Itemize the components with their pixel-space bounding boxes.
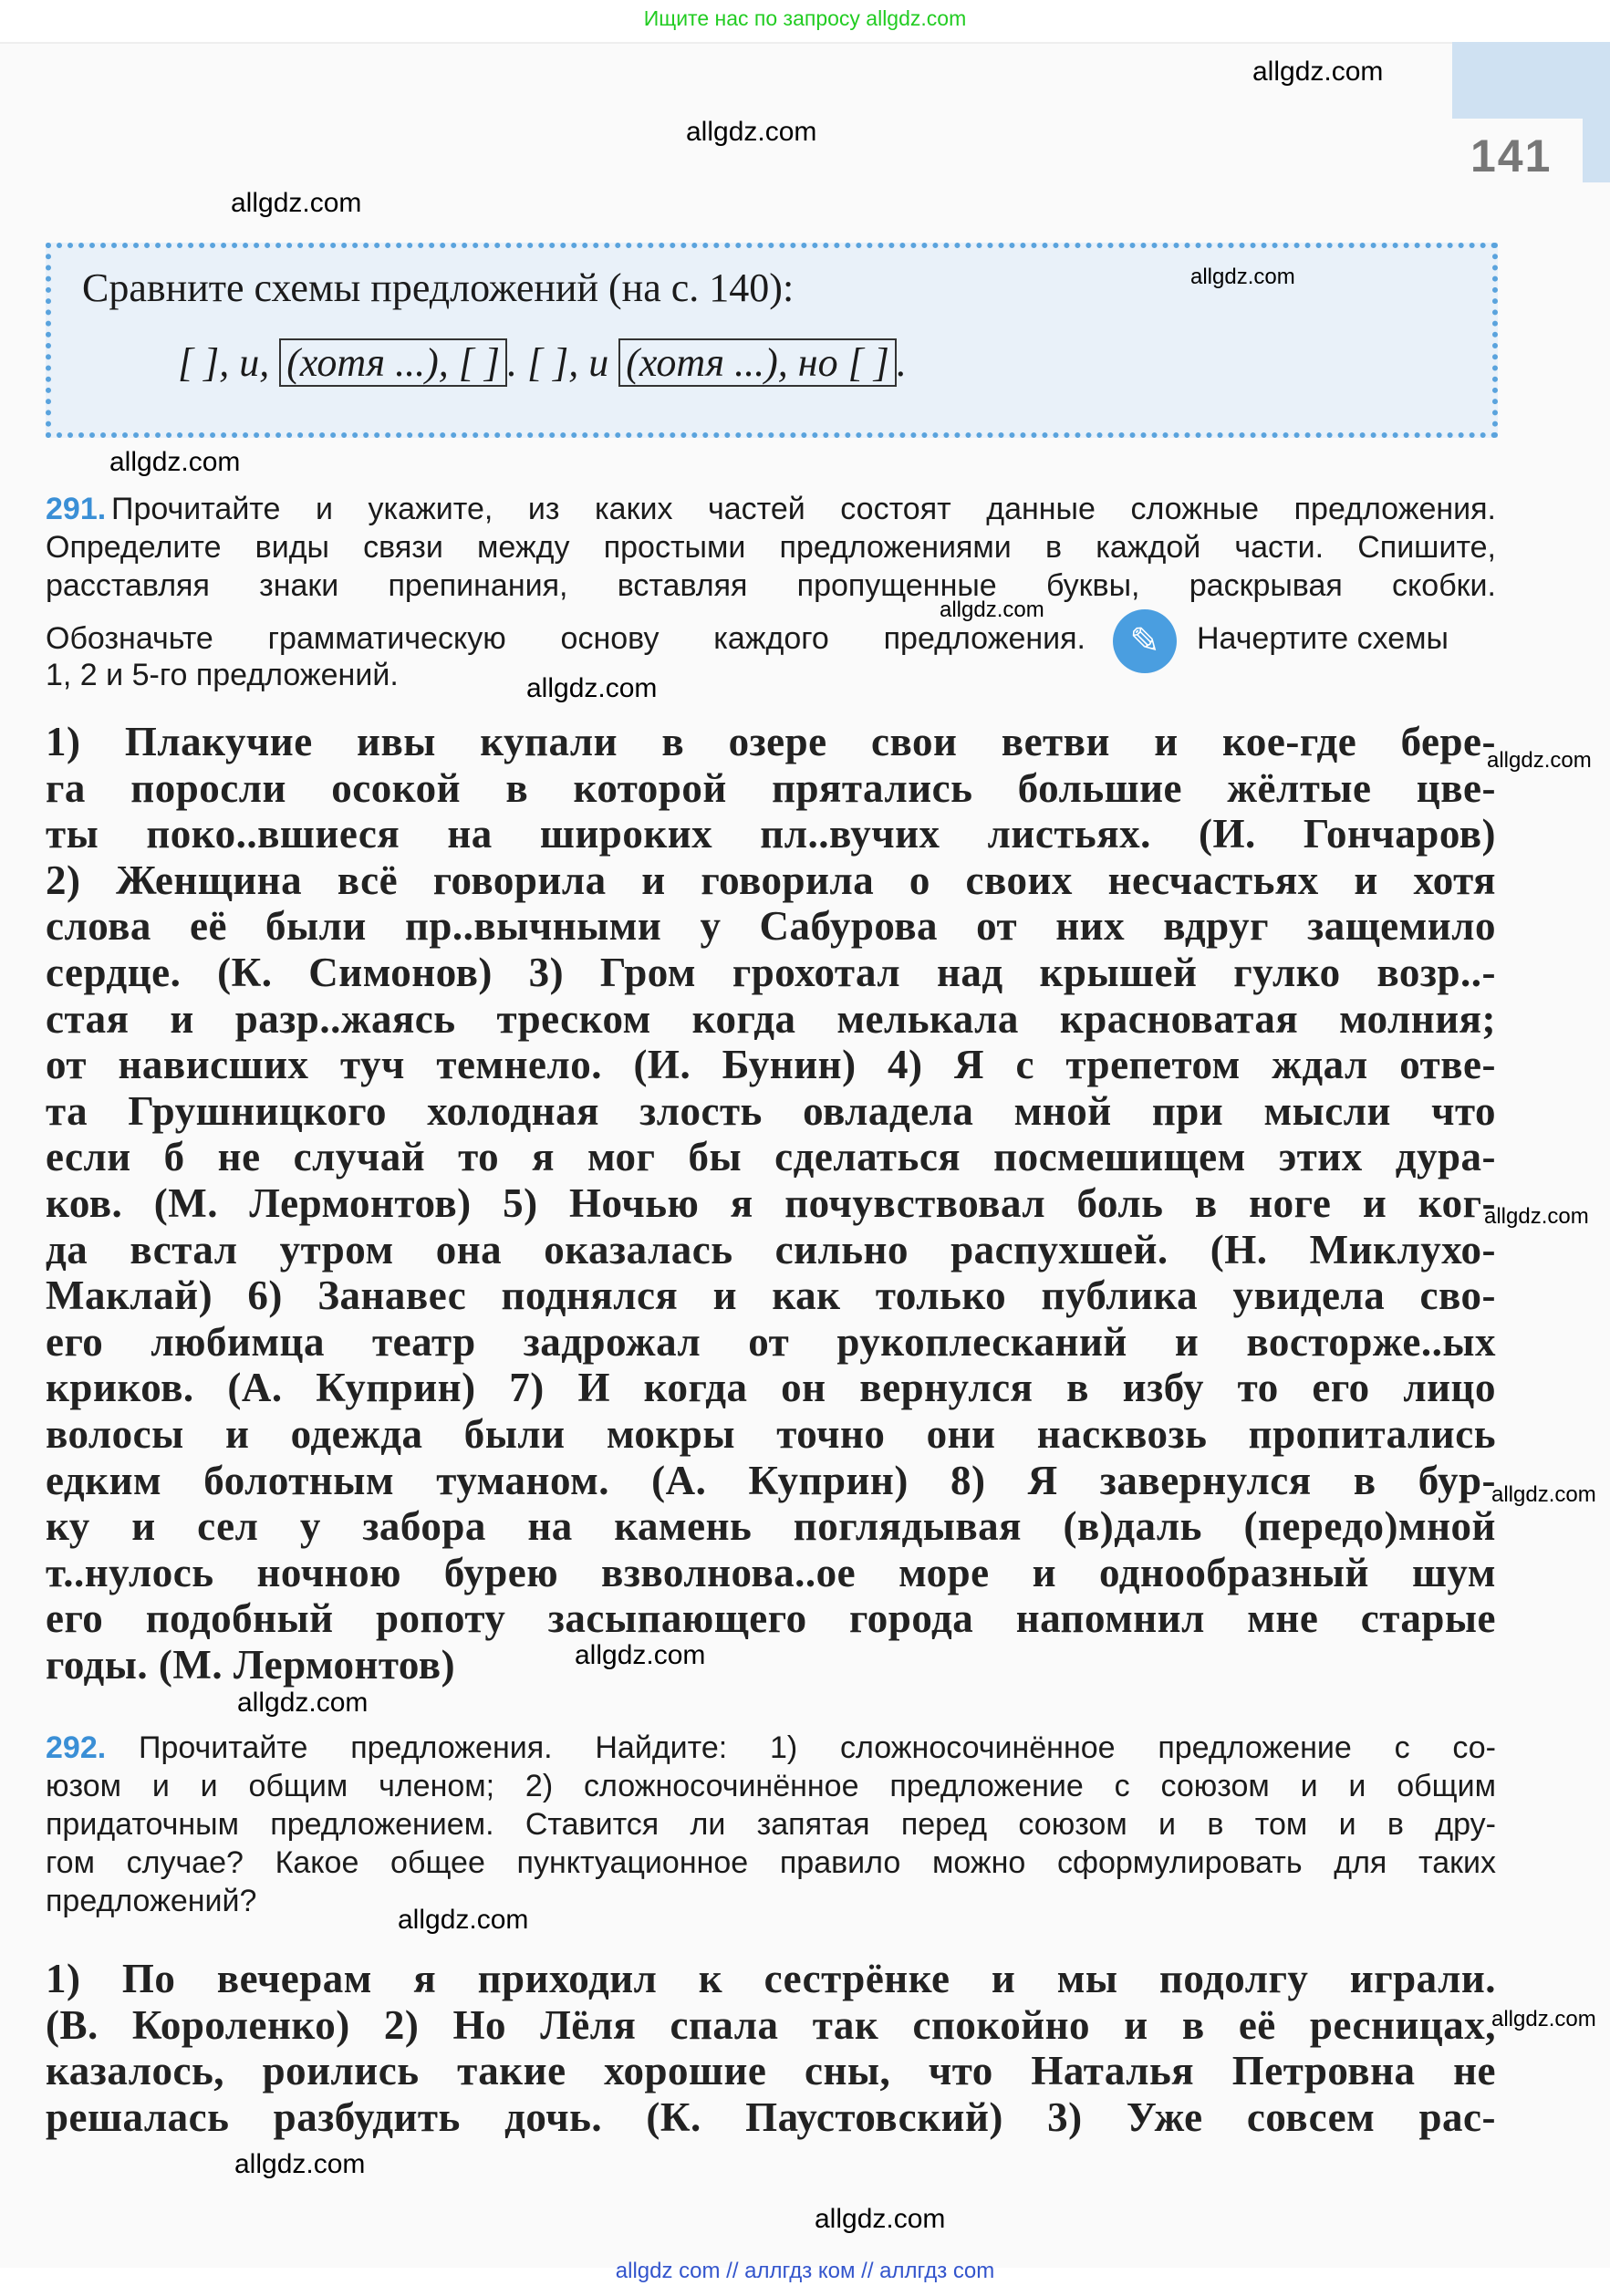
exercise-text-line: 1) Плакучие ивы купали в озере свои ветви и кое-где бере- [46,719,1496,764]
exercise-text-line: Маклай) 6) Занавес поднялся и как только публика увидела сво- [46,1273,1496,1319]
exercise-text-line: да встал утром она оказалась сильно распухшей. (Н. Миклухо- [46,1226,1496,1273]
exercise-text-line: ку и сел у забора на камень поглядывая (в)даль (передо)мной [46,1503,1496,1550]
watermark: allgdz.com [1252,57,1384,87]
exercise-text-line: криков. (А. Куприн) 7) И когда он вернулся в избу то его лицо [46,1365,1496,1411]
scheme-part: [ ], и, [178,340,280,385]
watermark: allgdz.com [1484,1204,1589,1229]
watermark: allgdz.com [231,188,362,218]
instruction-line: Обозначьте грамматическую основу каждого предложения. [46,621,1085,656]
instruction-line: Прочитайте предложения. Найдите: 1) сложносочинённое предложение с со- [139,1730,1496,1765]
instruction-line: Определите виды связи между простыми предложениями в каждой части. Спишите, [46,530,1496,565]
watermark: allgdz.com [526,673,658,703]
sentence-schemes [178,339,907,386]
exercise-text-line: казалось, роились такие хорошие сны, что Наталья Петровна не [46,2048,1496,2094]
exercise-text-line: 2) Женщина всё говорила и говорила о своих несчастьях и хотя [46,857,1496,903]
scheme-box-title: Сравните схемы предложений (на с. 140): [82,265,795,310]
watermark: allgdz.com [1190,265,1295,289]
exercise-text-line: от нависших туч темнело. (И. Бунин) 4) Я с трепетом ждал отве- [46,1042,1496,1088]
instruction-line: 1, 2 и 5-го предложений. [46,658,399,692]
page-corner-tab [1452,42,1610,119]
exercise-text-line: годы. (М. Лермонтов) [46,1642,456,1688]
exercise-text-line: волосы и одежда были мокры точно они насквозь пропитались [46,1411,1496,1457]
watermark: allgdz.com [575,1640,706,1670]
watermark: allgdz.com [686,117,817,147]
watermark: allgdz.com [1491,1482,1596,1507]
footer-links[interactable]: allgdz com // аллгдз ком // аллгдз com [615,2259,995,2283]
watermark: allgdz.com [940,597,1044,622]
instruction-line: придаточным предложением. Ставится ли запятая перед союзом и в том и в дру- [46,1807,1496,1842]
scheme-boxed-part: (хотя ...), но [ ] [618,338,897,387]
exercise-text-line: стая и разр..жаясь треском когда мелькала красноватая молния; [46,995,1496,1042]
page-number: 141 [1470,130,1553,182]
watermark: allgdz.com [398,1905,529,1935]
instruction-line: гом случае? Какое общее пунктуационное правило можно сформулировать для таких [46,1845,1496,1880]
scheme-part: . [ ], и [507,340,619,385]
exercise-text-line: (В. Короленко) 2) Но Лёля спала так спокойно и в её ресницах, [46,2001,1496,2048]
watermark: allgdz.com [234,2149,366,2179]
watermark: allgdz.com [237,1688,369,1718]
scheme-part: . [896,340,907,385]
exercise-text-line: слова её были пр..вычными у Сабурова от них вдруг защемило [46,903,1496,950]
exercise-text-line: ты поко..вшиеся на широких пл..вучих листьях. (И. Гончаров) [46,811,1496,857]
exercise-text-line: едким болотным туманом. (А. Куприн) 8) Я завернулся в бур- [46,1457,1496,1503]
page-corner-tab [1583,119,1610,182]
exercise-text-line: та Грушницкого холодная злость овладела мной при мысли что [46,1087,1496,1134]
instruction-line: Начертите схемы [1197,621,1449,656]
watermark: allgdz.com [1487,748,1592,773]
exercise-number: 291. [46,492,107,526]
watermark: allgdz.com [1491,2007,1596,2031]
watermark: allgdz.com [815,2204,946,2234]
watermark: allgdz.com [109,447,241,477]
scheme-boxed-part: (хотя ...), [ ] [279,338,507,387]
instruction-line: расставляя знаки препинания, вставляя пропущенные буквы, раскрывая скобки. [46,568,1496,603]
exercise-text-line: т..нулось ночною бурею взволнова..ое море и однообразный шум [46,1549,1496,1595]
instruction-line: предложений? [46,1884,257,1918]
search-banner[interactable]: Ищите нас по запросу allgdz.com [643,6,967,30]
exercise-text-line: 1) По вечерам я приходил к сестрёнке и мы подолгу играли. [46,1956,1496,2001]
exercise-text-line: его подобный ропоту засыпающего города напомнил мне старые [46,1595,1496,1642]
exercise-text-line: ков. (М. Лермонтов) 5) Ночью я почувствовал боль в ноге и ког- [46,1180,1496,1226]
instruction-line: юзом и и общим членом; 2) сложносочинённое предложение с союзом и и общим [46,1769,1496,1803]
exercise-text-line: если б не случай то я мог бы сделаться посмешищем этих дура- [46,1134,1496,1180]
exercise-text-line: решалась разбудить дочь. (К. Паустовский) 3) Уже совсем рас- [46,2093,1496,2140]
exercise-number: 292. [46,1730,107,1765]
exercise-text-line: сердце. (К. Симонов) 3) Гром грохотал над крышей гулко возр..- [46,950,1496,995]
pencil-icon: ✎ [1113,609,1177,673]
instruction-line: Прочитайте и укажите, из каких частей состоят данные сложные предложения. [111,492,1496,526]
exercise-text-line: его любимца театр задрожал от рукоплесканий и восторже..ых [46,1318,1496,1365]
exercise-text-line: га поросли осокой в которой прятались большие жёлтые цве- [46,764,1496,811]
